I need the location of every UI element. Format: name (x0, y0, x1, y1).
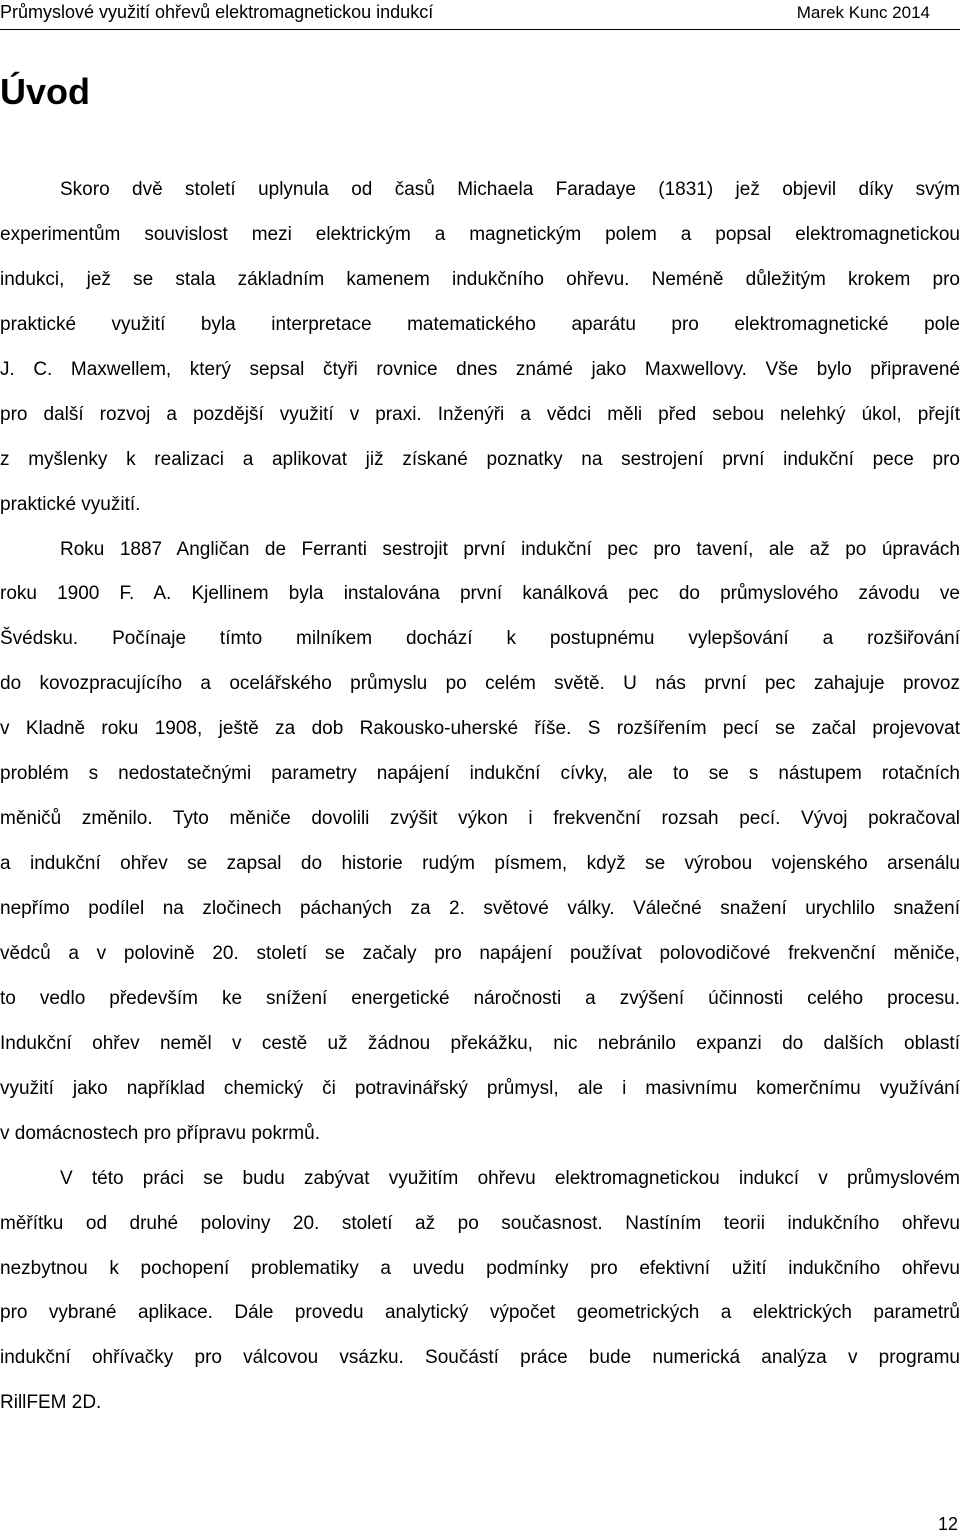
text-line: Roku 1887 Angličan de Ferranti sestrojit první indukční pec pro tavení, ale až po úpravách (60, 538, 960, 560)
text-line: Skoro dvě století uplynula od časů Michaela Faradaye (1831) jež objevil díky svým (60, 179, 960, 200)
text-line: měničů změnilo. Tyto měniče dovolili zvýšit výkon i frekvenční rozsah pecí. Vývoj pokračoval (0, 808, 960, 830)
text-line: pro další rozvoj a pozdější využití v praxi. Inženýři a vědci měli před sebou nelehký úkol, přejít (0, 403, 960, 425)
text-line: praktické využití byla interpretace matematického aparátu pro elektromagnetické pole (0, 313, 960, 335)
text-line: v Kladně roku 1908, ještě za dob Rakousko-uherské říše. S rozšířením pecí se začal projevovat (0, 718, 960, 740)
text-line: a indukční ohřev se zapsal do historie rudým písmem, když se výrobou vojenského arsenálu (0, 853, 960, 875)
header-title: Průmyslové využití ohřevů elektromagnetickou indukcí (0, 2, 434, 22)
text-line: V této práci se budu zabývat využitím ohřevu elektromagnetickou indukcí v průmyslovém (60, 1167, 960, 1189)
text-line: problém s nedostatečnými parametry napájení indukční cívky, ale to se s nástupem rotačních (0, 763, 960, 785)
text-line: J. C. Maxwellem, který sepsal čtyři rovnice dnes známé jako Maxwellovy. Vše bylo připravené (0, 358, 960, 380)
text-line: Indukční ohřev neměl v cestě už žádnou překážku, nic nebránilo expanzi do dalších oblastí (0, 1032, 960, 1054)
text-line: experimentům souvislost mezi elektrickým a magnetickým polem a popsal elektromagnetickou (0, 223, 960, 245)
body-text (0, 168, 960, 1426)
text-line: praktické využití. (0, 493, 141, 515)
text-line: vědců a v polovině 20. století se začaly pro napájení používat polovodičové frekvenční měniče, (0, 942, 960, 964)
text-line: měřítku od druhé poloviny 20. století až po současnost. Nastíním teorii indukčního ohřevu (0, 1212, 960, 1234)
chapter-title: Úvod (0, 71, 90, 112)
text-line: nepřímo podílel na zločinech páchaných za 2. světové války. Válečné snažení urychlilo snažení (0, 898, 960, 919)
text-line: RillFEM 2D. (0, 1392, 102, 1414)
text-line: nezbytnou k pochopení problematiky a uvedu podmínky pro efektivní užití indukčního ohřevu (0, 1257, 960, 1279)
text-line: indukční ohřívačky pro válcovou vsázku. Součástí práce bude numerická analýza v programu (0, 1347, 960, 1369)
text-line: využití jako například chemický či potravinářský průmysl, ale i masivnímu komerčnímu využívání (0, 1077, 960, 1099)
text-line: indukci, jež se stala základním kamenem indukčního ohřevu. Neméně důležitým krokem pro (0, 268, 960, 290)
header-author: Marek Kunc 2014 (796, 3, 930, 22)
text-line: z myšlenky k realizaci a aplikovat již získané poznatky na sestrojení první indukční pece pro (0, 448, 960, 470)
text-line: roku 1900 F. A. Kjellinem byla instalována první kanálková pec do průmyslového závodu ve (0, 583, 960, 605)
text-line: Švédsku. Počínaje tímto milníkem dochází k postupnému vylepšování a rozšiřování (0, 628, 960, 650)
text-line: do kovozpracujícího a ocelářského průmyslu po celém světě. U nás první pec zahajuje provoz (0, 673, 960, 695)
text-line: v domácnostech pro přípravu pokrmů. (0, 1122, 320, 1144)
text-line: pro vybrané aplikace. Dále provedu analytický výpočet geometrických a elektrických parametrů (0, 1302, 960, 1324)
running-header (0, 0, 960, 30)
text-line: to vedlo především ke snížení energetické náročnosti a zvýšení účinnosti celého procesu. (0, 987, 960, 1009)
page-number: 12 (937, 1514, 958, 1534)
